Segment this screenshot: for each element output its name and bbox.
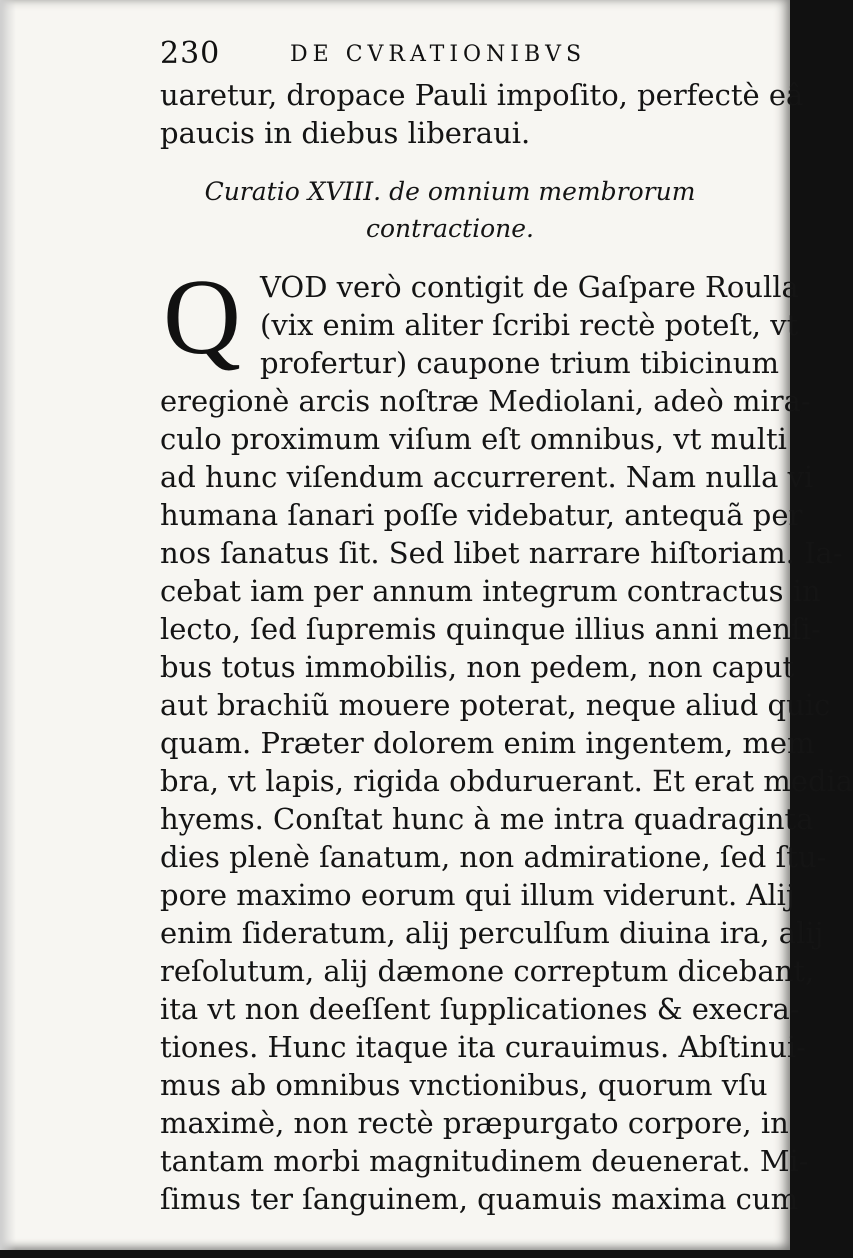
section-heading-line-1: Curatio XVIII. de omnium membrorum: [204, 177, 696, 206]
paragraph-line: profertur) caupone trium tibicinum: [260, 346, 779, 380]
drop-cap-initial: Q: [163, 258, 241, 377]
paragraph-line: mus ab omnibus vnctionibus, quorum vſu: [160, 1068, 768, 1102]
page-gutter-shadow: [0, 0, 16, 1250]
paragraph-line: ſimus ter ſanguinem, quamuis maxima cum: [160, 1182, 799, 1216]
paragraph-line: bra, vt lapis, rigida obduruerant. Et erat media: [160, 764, 853, 798]
paragraph-line: culo proximum viſum eſt omnibus, vt multi: [160, 422, 787, 456]
paragraph-line: tantam morbi magnitudinem deuenerat. Mi-: [160, 1144, 809, 1178]
paragraph-line: ad hunc viſendum accurrerent. Nam nulla vi: [160, 460, 814, 494]
paragraph-line: reſolutum, alij dæmone correptum dicebant,: [160, 954, 815, 988]
paragraph-line: lecto, ſed ſupremis quinque illius anni menſi-: [160, 612, 821, 646]
section-heading-line-2: contractione.: [366, 214, 534, 243]
running-head: DE CVRATIONIBVS: [290, 42, 587, 67]
paragraph-line: eregionè arcis noſtræ Mediolani, adeò mira-: [160, 384, 811, 418]
paragraph-line: VOD verò contigit de Gaſpare Roulla: [260, 270, 799, 304]
intro-line: uaretur, dropace Pauli impoſito, perfectè eâ: [160, 78, 804, 112]
paragraph-line: (vix enim aliter ſcribi rectè poteſt, vt: [260, 308, 799, 342]
paragraph-line: aut brachiũ mouere poterat, neque aliud quic: [160, 688, 831, 722]
paragraph-line: enim ſideratum, alij perculſum diuina ira, alij: [160, 916, 824, 950]
page-number: 230: [160, 36, 221, 71]
paragraph-line: maximè, non rectè præpurgato corpore, in: [160, 1106, 789, 1140]
paragraph-line: hyems. Conſtat hunc à me intra quadraginta: [160, 802, 814, 836]
page-header: [160, 36, 660, 76]
paragraph-line: nos ſanatus ſit. Sed libet narrare hiſtoriam. Ia-: [160, 536, 843, 570]
paragraph-line: bus totus immobilis, non pedem, non caput: [160, 650, 795, 684]
paragraph-line: tiones. Hunc itaque ita curauimus. Abſtinui-: [160, 1030, 807, 1064]
paragraph-line: quam. Præter dolorem enim ingentem, mem: [160, 726, 815, 760]
paragraph-line: cebat iam per annum integrum contractus in: [160, 574, 821, 608]
intro-line: paucis in diebus liberaui.: [160, 116, 531, 150]
paragraph-line: humana ſanari poſſe videbatur, antequã per: [160, 498, 803, 532]
paragraph-line: ita vt non deeſſent ſupplicationes & execra-: [160, 992, 800, 1026]
paragraph-line: pore maximo eorum qui illum viderunt. Alij: [160, 878, 795, 912]
paragraph-line: dies plenè ſanatum, non admiratione, ſed ſtu-: [160, 840, 827, 874]
